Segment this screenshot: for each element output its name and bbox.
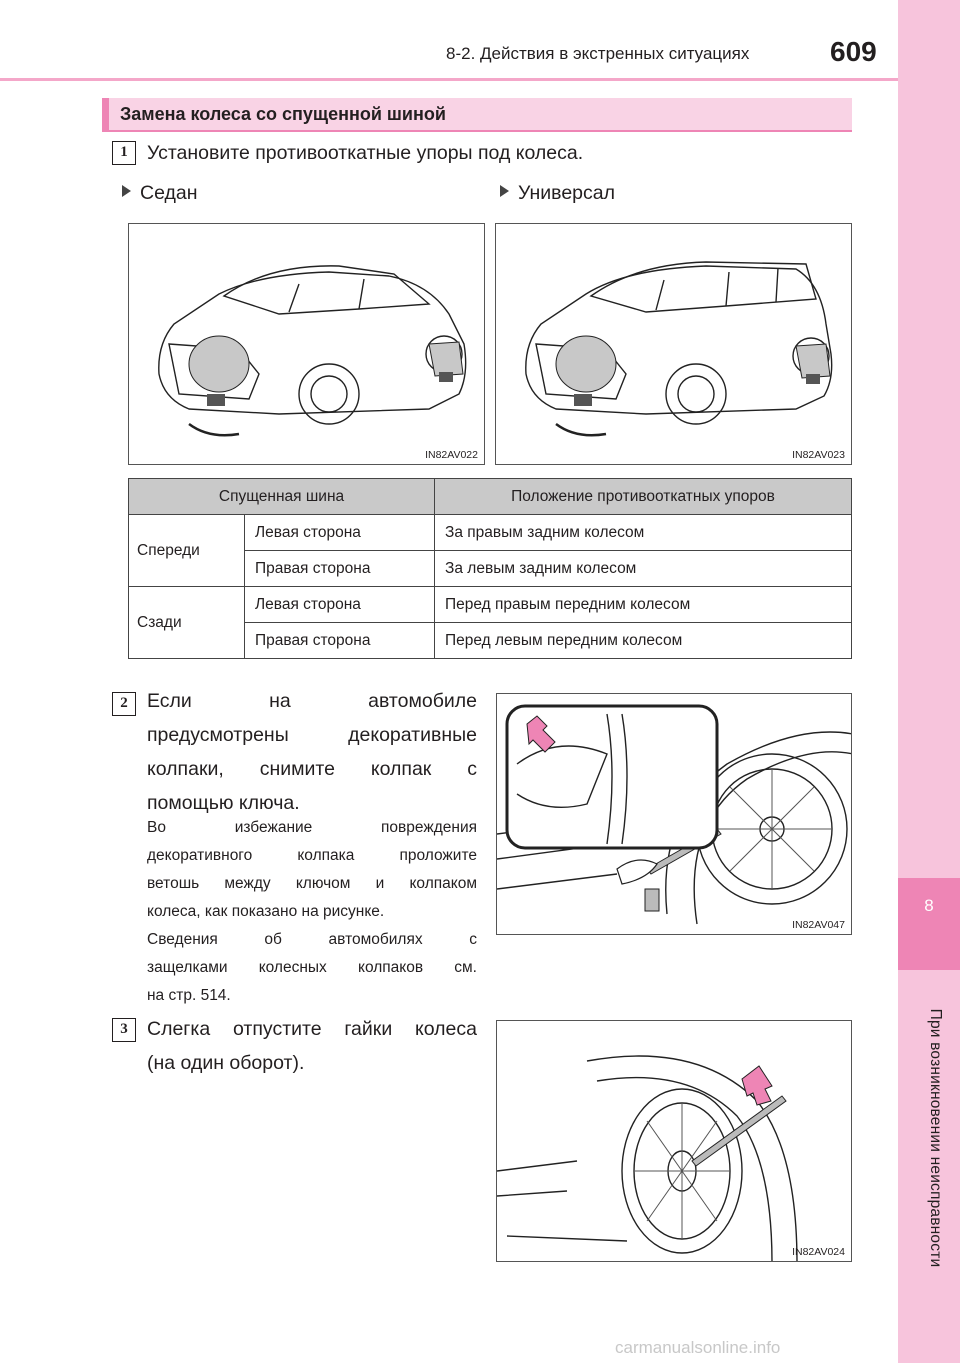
wheel-nuts-illustration: [497, 1021, 852, 1262]
sedan-illustration: [129, 224, 485, 465]
table-group-rear: Сзади: [129, 587, 245, 659]
step-2-line-1: Если на автомобиле: [147, 690, 477, 712]
figure-hubcap: [496, 693, 852, 935]
step-2-note-1-line-2: декоративного колпака проложите: [147, 847, 477, 864]
table-cell-position: За правым задним колесом: [435, 515, 852, 551]
table-header-chock-position: Положение противооткатных упоров: [435, 479, 852, 515]
table-group-front: Спереди: [129, 515, 245, 587]
step-2-note-2-line-2: защелками колесных колпаков см.: [147, 959, 477, 976]
table-cell-position: За левым задним колесом: [435, 551, 852, 587]
step-2-note-2-line-1: Сведения об автомобилях с: [147, 931, 477, 948]
section-title: Замена колеса со спущенной шиной: [120, 104, 446, 124]
header-divider: [0, 78, 898, 81]
chapter-title: При возникновении неисправности: [927, 1008, 944, 1268]
step-2-note-1-line-4: колеса, как показано на рисунке.: [147, 903, 385, 920]
table-cell-side: Левая сторона: [245, 515, 435, 551]
watermark: carmanualsonline.info: [615, 1338, 781, 1357]
variant-wagon-label: Универсал: [518, 182, 615, 204]
table-row: [129, 515, 852, 551]
figure-wagon: [495, 223, 852, 465]
step-2-number: 2: [112, 692, 136, 716]
chapter-number-box: [898, 878, 960, 970]
step-2-note-1-line-1: Во избежание повреждения: [147, 819, 477, 836]
table-cell-side: Правая сторона: [245, 551, 435, 587]
table-cell-side: Левая сторона: [245, 587, 435, 623]
title-accent: [102, 98, 109, 130]
step-2-line-2: предусмотрены декоративные: [147, 724, 477, 746]
figure-sedan: [128, 223, 485, 465]
table-header-row: [129, 479, 852, 515]
figure-code: IN82AV047: [792, 919, 845, 931]
arrow-right-icon: [500, 185, 509, 197]
wagon-illustration: [496, 224, 852, 465]
table-cell-position: Перед левым передним колесом: [435, 623, 852, 659]
variant-wagon: [500, 182, 615, 205]
table-cell-position: Перед правым передним колесом: [435, 587, 852, 623]
arrow-right-icon: [122, 185, 131, 197]
step-2-line-3: колпаки, снимите колпак с: [147, 758, 477, 780]
variant-sedan-label: Седан: [140, 182, 198, 204]
figure-code: IN82AV022: [425, 449, 478, 461]
step-2-note-1-line-3: ветошь между ключом и колпаком: [147, 875, 477, 892]
step-1-text: Установите противооткатные упоры под колеса.: [147, 142, 584, 164]
hubcap-illustration: [497, 694, 852, 935]
step-3-line-2: (на один оборот).: [147, 1052, 305, 1074]
table-header-flat-tire: Спущенная шина: [129, 479, 435, 515]
table-cell-side: Правая сторона: [245, 623, 435, 659]
variant-sedan: [122, 182, 198, 205]
section-title-bar: [102, 98, 852, 132]
figure-wheel-nuts: [496, 1020, 852, 1262]
step-3-line-1: Слегка отпустите гайки колеса: [147, 1018, 477, 1040]
header-section-title: 8-2. Действия в экстренных ситуациях: [446, 44, 750, 63]
step-1-number: 1: [112, 141, 136, 165]
figure-code: IN82AV023: [792, 449, 845, 461]
chapter-number: 8: [924, 896, 934, 915]
step-2-note-2-line-3: на стр. 514.: [147, 987, 231, 1004]
chock-position-table: [128, 478, 852, 659]
step-3-number: 3: [112, 1018, 136, 1042]
page-number: 609: [830, 36, 877, 67]
step-2-line-4: помощью ключа.: [147, 792, 300, 814]
table-row: [129, 587, 852, 623]
figure-code: IN82AV024: [792, 1246, 845, 1258]
